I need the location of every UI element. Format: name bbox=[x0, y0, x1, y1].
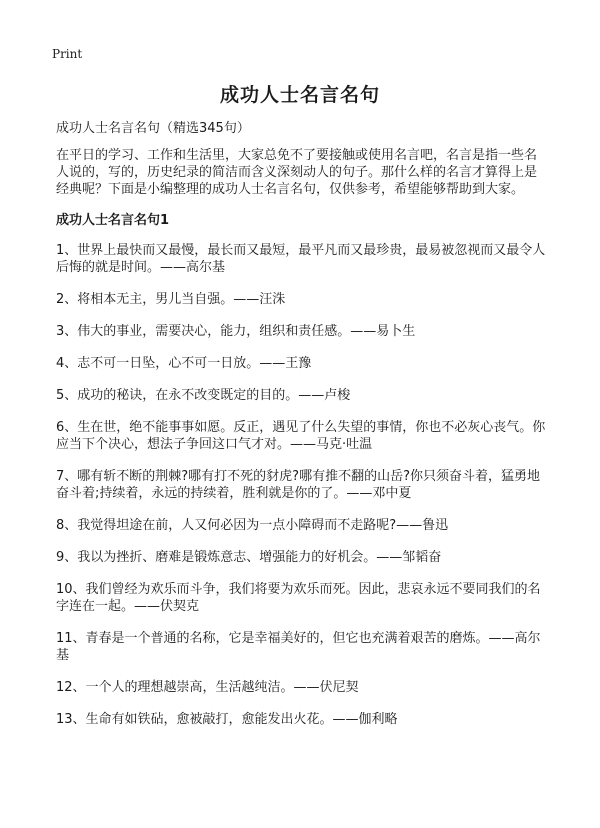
quote-item: 1、世界上最快而又最慢，最长而又最短，最平凡而又最珍贵，最易被忽视而又最令人后悔的就是时间。——高尔基 bbox=[56, 243, 546, 275]
quote-item: 9、我以为挫折、磨难是锻炼意志、增强能力的好机会。——邹韬奋 bbox=[56, 550, 442, 565]
document-subtitle: 成功人士名言名句（精选345句） bbox=[56, 121, 250, 136]
print-label: Print bbox=[52, 47, 83, 61]
quote-item: 2、将相本无主，男儿当自强。——汪洙 bbox=[56, 292, 286, 307]
document-body bbox=[56, 120, 546, 743]
intro-paragraph: 在平日的学习、工作和生活里，大家总免不了要接触或使用名言吧，名言是指一些名人说的，写的，历史纪录的简洁而含义深刻动人的句子。那什么样的名言才算得上是经典呢？下面是小编整理的成功人士名言名句，仅供参考，希望能够帮助到大家。 bbox=[56, 148, 538, 197]
quote-item: 6、生在世，绝不能事事如愿。反正，遇见了什么失望的事情，你也不必灰心丧气。你应当下个决心，想法子争回这口气才对。——马克·吐温 bbox=[56, 420, 546, 452]
quote-item: 12、一个人的理想越崇高，生活越纯洁。——伏尼契 bbox=[56, 680, 359, 695]
quote-item: 4、志不可一日坠，心不可一日放。——王豫 bbox=[56, 356, 312, 371]
quote-item: 8、我觉得坦途在前，人又何必因为一点小障碍而不走路呢?——鲁迅 bbox=[56, 518, 449, 533]
quote-item: 11、青春是一个普通的名称，它是幸福美好的，但它也充满着艰苦的磨炼。——高尔基 bbox=[56, 631, 541, 663]
quote-item: 13、生命有如铁砧，愈被敲打，愈能发出火花。——伽利略 bbox=[56, 712, 398, 727]
quote-item: 3、伟大的事业，需要决心，能力，组织和责任感。——易卜生 bbox=[56, 324, 416, 339]
quote-item: 7、哪有斩不断的荆棘?哪有打不死的豺虎?哪有推不翻的山岳?你只须奋斗着，猛勇地奋斗着;持续着，永远的持续着，胜利就是你的了。——邓中夏 bbox=[56, 469, 540, 501]
quote-item: 5、成功的秘诀，在永不改变既定的目的。——卢梭 bbox=[56, 388, 351, 403]
section-heading: 成功人士名言名句1 bbox=[56, 213, 170, 228]
page-title: 成功人士名言名句 bbox=[219, 84, 380, 106]
quote-item: 10、我们曾经为欢乐而斗争，我们将要为欢乐而死。因此，悲哀永远不要同我们的名字连在一起。——伏契克 bbox=[56, 582, 541, 614]
